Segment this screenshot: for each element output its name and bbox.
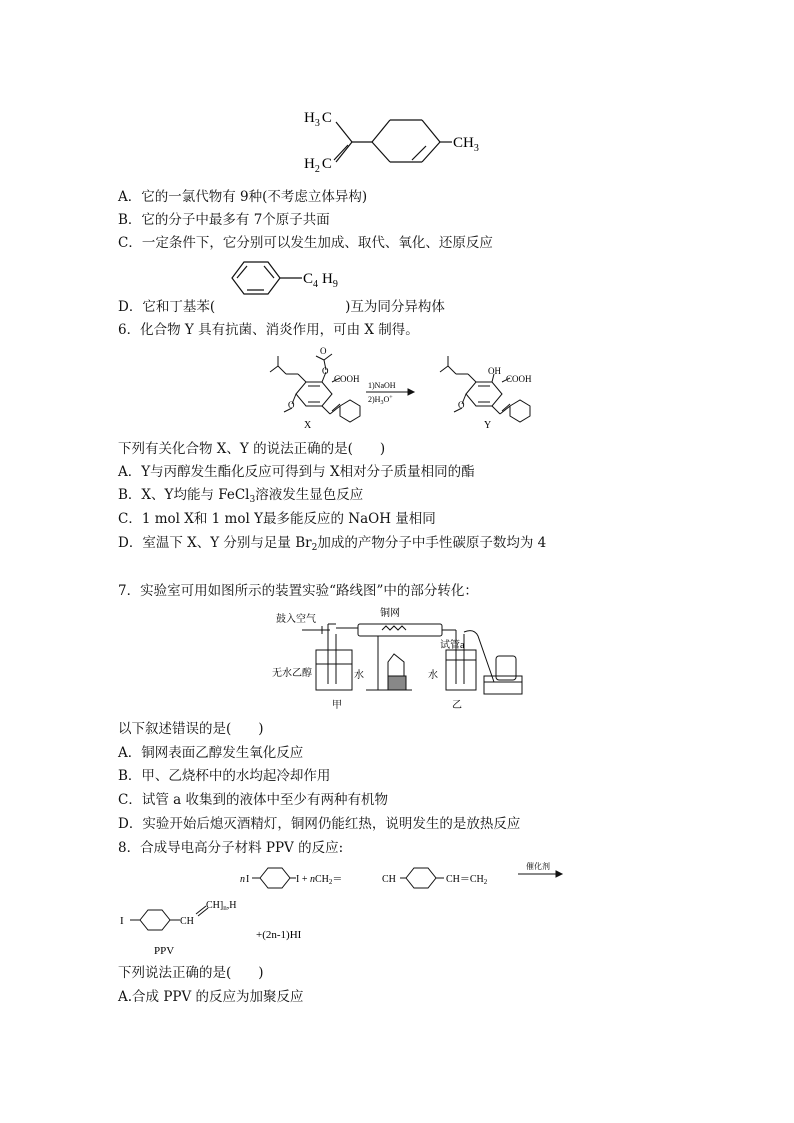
bottom-h2c: $H_2$ C — [304, 156, 332, 175]
ethanol-label: 无水乙醇 — [272, 668, 312, 679]
svg-text:n: n — [240, 874, 245, 885]
q5-option-d: D．它和丁基苯( )互为同分异构体 — [118, 299, 445, 315]
q7-question: 以下叙述错误的是( ) — [118, 721, 264, 737]
ppv-repeat: $CH]_n,H$ — [206, 900, 237, 912]
q6-stem: 6．化合物 Y 具有抗菌、消炎作用，可由 X 制得。 — [118, 322, 419, 338]
x-cooh: COOH — [334, 374, 360, 384]
svg-text:CH: CH — [180, 916, 194, 927]
ch-ch2: $CH=CH_2$ — [446, 874, 488, 886]
air-label: 鼓入空气 — [276, 614, 316, 625]
water-label-2: 水 — [428, 670, 438, 681]
top-h3c: $H_3$ C — [304, 110, 332, 129]
q8-stem: 8．合成导电高分子材料 PPV 的反应: — [118, 840, 344, 856]
q8-reaction — [238, 860, 568, 896]
q7-apparatus — [270, 604, 530, 714]
i-plus-n: I + nCH$_2$＝ — [296, 874, 343, 886]
q8-option-a: A.合成 PPV 的反应为加聚反应 — [118, 989, 304, 1005]
q6-scheme — [248, 344, 568, 434]
q6-option-d: D．室温下 X、Y 分别与足量 $Br_2$加成的产物分子中手性碳原子数均为 4 — [118, 535, 547, 553]
svg-text:CH: CH — [382, 874, 396, 885]
q5-option-a: A．它的一氯代物有 9种(不考虑立体异构) — [118, 189, 368, 205]
x-o: O — [320, 346, 327, 356]
tube-label: 试管a — [440, 640, 465, 651]
butylbenzene-structure — [222, 258, 362, 298]
limonene-structure-svg — [300, 100, 500, 178]
ring-ch3: $CH_3$ — [453, 135, 479, 154]
q7-option-c: C．试管 a 收集到的液体中至少有两种有机物 — [118, 792, 388, 808]
q7-stem: 7．实验室可用如图所示的装置实验“路线图”中的部分转化： — [118, 583, 478, 599]
q5-option-b: B．它的分子中最多有 7个原子共面 — [118, 212, 330, 228]
q6-option-b: B．X、Y均能与 FeCl$_3$溶液发生显色反应 — [118, 487, 364, 505]
svg-text:I: I — [246, 874, 250, 885]
y-oh: OH — [488, 366, 501, 376]
catalyst-label: 催化剂 — [526, 862, 550, 871]
step2: $2)H_3O^+$ — [368, 395, 393, 406]
y-label: Y — [484, 420, 492, 431]
y-ome: O — [458, 400, 465, 410]
x-ome: O — [288, 400, 295, 410]
q8-question: 下列说法正确的是( ) — [118, 965, 264, 981]
svg-text:I: I — [120, 915, 124, 927]
ppv-label: PPV — [154, 945, 175, 957]
step1: 1)NaOH — [368, 381, 396, 390]
q6-option-c: C．1 mol X和 1 mol Y最多能反应的 NaOH 量相同 — [118, 511, 436, 527]
butyl-group: $C_4$ $H_9$ — [303, 271, 338, 290]
yi-label: 乙 — [452, 700, 462, 711]
q7-option-a: A．铜网表面乙醇发生氧化反应 — [118, 745, 304, 761]
ppv-product — [118, 894, 338, 960]
q7-option-d: D．实验开始后熄灭酒精灯，铜网仍能红热，说明发生的是放热反应 — [118, 816, 521, 832]
q5-option-c: C．一定条件下，它分别可以发生加成、取代、氧化、还原反应 — [118, 235, 493, 251]
q5-structure — [300, 100, 500, 178]
water-label-1: 水 — [354, 670, 364, 681]
q7-option-b: B．甲、乙烧杯中的水均起冷却作用 — [118, 768, 331, 784]
x-label: X — [304, 420, 312, 431]
q6-question: 下列有关化合物 X、Y 的说法正确的是( ) — [118, 441, 386, 457]
y-cooh: COOH — [506, 374, 532, 384]
byproduct: +(2n-1)HI — [256, 929, 302, 941]
jia-label: 甲 — [332, 700, 342, 711]
copper-label: 铜网 — [380, 608, 400, 619]
x-o2: O — [322, 366, 329, 376]
q6-option-a: A．Y与丙醇发生酯化反应可得到与 X相对分子质量相同的酯 — [118, 464, 475, 480]
